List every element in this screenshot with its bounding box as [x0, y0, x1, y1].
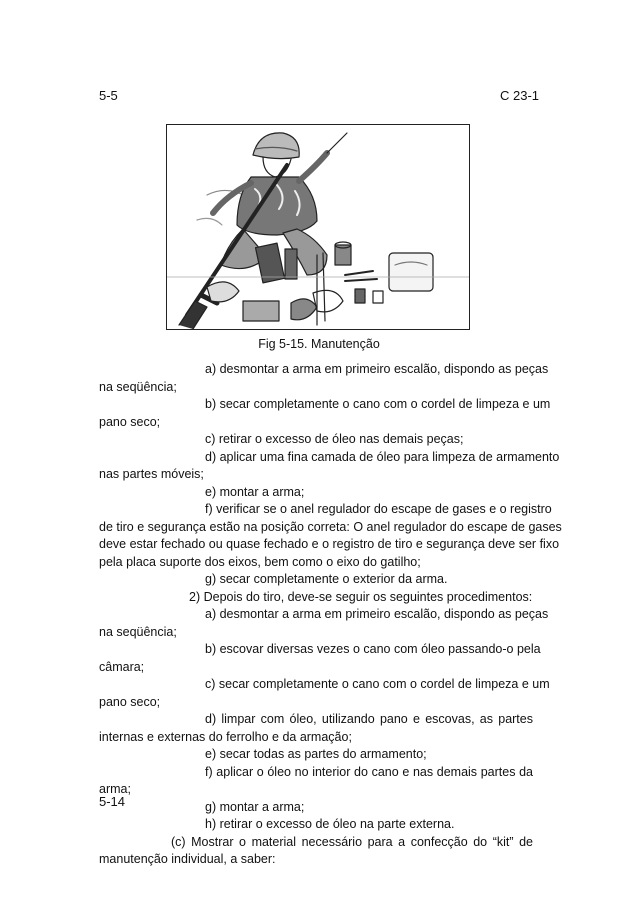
- text-line: internas e externas do ferrolho e da armação;: [99, 729, 352, 744]
- text-line: e) secar todas as partes do armamento;: [205, 747, 427, 761]
- text-line: pela placa suporte dos eixos, bem como o eixo do gatilho;: [99, 554, 421, 569]
- text-line: a) desmontar a arma em primeiro escalão, dispondo as peças: [205, 607, 549, 621]
- text-line: e) montar a arma;: [205, 484, 305, 499]
- text-line: c) retirar o excesso de óleo nas demais peças;: [205, 432, 464, 446]
- soldier-cleaning-rifle-drawing: [167, 125, 469, 329]
- text-line: d) limpar com óleo, utilizando pano e escovas, as partes: [205, 712, 533, 726]
- text-line: deve estar fechado ou quase fechado e o registro de tiro e segurança deve ser fixo: [99, 537, 560, 551]
- text-line: f) aplicar o óleo no interior do cano e nas demais partes da: [205, 764, 533, 779]
- text-line: câmara;: [99, 659, 145, 674]
- manual-code: C 23-1: [500, 88, 540, 103]
- text-line: manutenção individual, a saber:: [99, 852, 276, 866]
- figure-caption: Fig 5-15. Manutenção: [258, 337, 380, 351]
- text-line: arma;: [99, 782, 131, 796]
- text-line: (c) Mostrar o material necessário para a confecção do “kit” de: [171, 834, 533, 849]
- section-number: 5-5: [99, 88, 118, 103]
- text-line: h) retirar o excesso de óleo na parte externa.: [205, 817, 455, 831]
- page-number: 5-14: [99, 794, 126, 809]
- text-line: c) secar completamente o cano com o cordel de limpeza e um: [205, 677, 550, 691]
- text-line: f) verificar se o anel regulador do escape de gases e o registro: [205, 502, 552, 516]
- text-line: b) secar completamente o cano com o cordel de limpeza e um: [205, 397, 551, 411]
- text-line: g) montar a arma;: [205, 799, 305, 814]
- text-line: g) secar completamente o exterior da arma.: [205, 572, 448, 586]
- text-line: d) aplicar uma fina camada de óleo para limpeza de armamento: [205, 449, 560, 464]
- maintenance-illustration: [166, 124, 470, 330]
- text-line: a) desmontar a arma em primeiro escalão, dispondo as peças: [205, 362, 549, 376]
- text-line: b) escovar diversas vezes o cano com óleo passando-o pela: [205, 642, 541, 656]
- text-line: pano seco;: [99, 414, 161, 429]
- text-line: nas partes móveis;: [99, 467, 204, 481]
- text-line: pano seco;: [99, 694, 161, 709]
- body-text: [99, 361, 562, 869]
- text-line: na seqüência;: [99, 624, 177, 639]
- text-line: 2) Depois do tiro, deve-se seguir os seguintes procedimentos:: [189, 589, 533, 604]
- text-line: de tiro e segurança estão na posição correta: O anel regulador do escape de gases: [99, 519, 562, 534]
- text-line: na seqüência;: [99, 379, 177, 394]
